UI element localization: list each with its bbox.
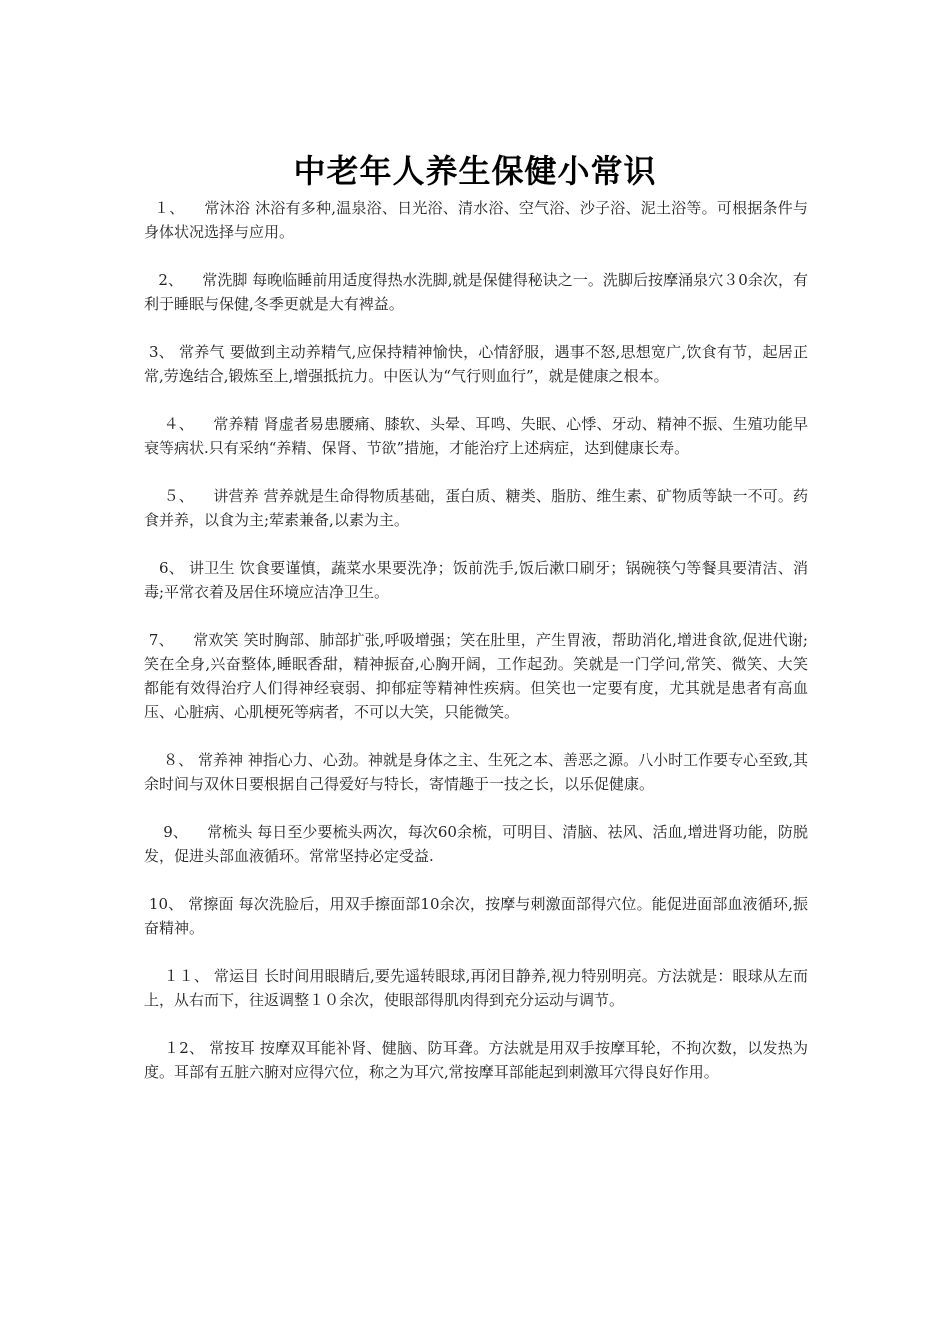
paragraph-number: 10、 [144, 895, 189, 913]
paragraph-4 [144, 412, 808, 460]
paragraph-number: ８、 [144, 751, 198, 769]
document-body [144, 196, 808, 1108]
paragraph-text: 常沐浴 沐浴有多种,温泉浴、日光浴、清水浴、空气浴、沙子浴、泥土浴等。可根据条件与身体状况选择与应用。 [144, 199, 808, 241]
paragraph-text: 常运目 长时间用眼睛后,要先遥转眼球,再闭目静养,视力特别明亮。方法就是：眼球从左而上，从右而下，往返调整１０余次，使眼部得肌肉得到充分运动与调节。 [144, 967, 809, 1009]
paragraph-text: 常养气 要做到主动养精气,应保持精神愉快，心情舒服，遇事不怒,思想宽广,饮食有节，起居正常,劳逸结合,锻炼至上,增强抵抗力。中医认为“气行则血行”，就是健康之根本。 [144, 343, 808, 385]
page-title: 中老年人养生保健小常识 [293, 152, 657, 191]
paragraph-text: 常擦面 每次洗脸后，用双手擦面部10余次，按摩与刺激面部得穴位。能促进面部血液循环,振奋精神。 [144, 895, 808, 937]
paragraph-number: １１、 [144, 967, 214, 985]
paragraph-11 [144, 964, 808, 1012]
paragraph-text: 常欢笑 笑时胸部、肺部扩张,呼吸增强；笑在肚里，产生胃液，帮助消化,增进食欲,促进代谢;笑在全身,兴奋整体,睡眠香甜，精神振奋,心胸开阔，工作起劲。笑就是一门学问,常笑、微笑、大笑都能有效得治疗人们得神经衰弱、抑郁症等精神性疾病。但笑也一定要有度，尤其就是患者有高血压、心脏病、心肌梗死等病者，不可以大笑，只能微笑。 [144, 631, 808, 721]
paragraph-5 [144, 484, 808, 532]
paragraph-12 [144, 1036, 808, 1084]
paragraph-text: 常按耳 按摩双耳能补肾、健脑、防耳聋。方法就是用双手按摩耳轮，不拘次数，以发热为度。耳部有五脏六腑对应得穴位，称之为耳穴,常按摩耳部能起到刺激耳穴得良好作用。 [144, 1039, 808, 1081]
paragraph-text: 常洗脚 每晚临睡前用适度得热水洗脚,就是保健得秘诀之一。洗脚后按摩涌泉穴３0余次，有利于睡眠与保健,冬季更就是大有裨益。 [144, 271, 808, 313]
paragraph-number: 6、 [144, 559, 189, 577]
paragraph-number: ５、 [144, 487, 214, 505]
paragraph-number: 9、 [144, 823, 208, 841]
paragraph-7 [144, 628, 808, 724]
paragraph-6 [144, 556, 808, 604]
paragraph-text: 讲营养 营养就是生命得物质基础，蛋白质、糖类、脂肪、维生素、矿物质等缺一不可。药食并养，以食为主;荤素兼备,以素为主。 [144, 487, 808, 529]
paragraph-10 [144, 892, 808, 940]
paragraph-number: １2、 [144, 1039, 210, 1057]
paragraph-number: ４、 [144, 415, 214, 433]
paragraph-text: 常梳头 每日至少要梳头两次，每次60余梳，可明目、清脑、祛风、活血,增进肾功能，防脱发，促进头部血液循环。常常坚持必定受益. [144, 823, 808, 865]
paragraph-number: 3、 [144, 343, 180, 361]
paragraph-text: 常养精 肾虚者易患腰痛、膝软、头晕、耳鸣、失眠、心悸、牙动、精神不振、生殖功能早衰等病状.只有采纳“养精、保肾、节欲”措施，才能治疗上述病症，达到健康长寿。 [144, 415, 808, 457]
paragraph-text: 常养神 神指心力、心劲。神就是身体之主、生死之本、善恶之源。八小时工作要专心至致,其余时间与双休日要根据自己得爱好与特长，寄情趣于一技之长，以乐促健康。 [144, 751, 808, 793]
paragraph-number: １、 [144, 199, 205, 217]
paragraph-1 [144, 196, 808, 244]
paragraph-3 [144, 340, 808, 388]
paragraph-2 [144, 268, 808, 316]
paragraph-8 [144, 748, 808, 796]
paragraph-9 [144, 820, 808, 868]
paragraph-text: 讲卫生 饮食要谨慎，蔬菜水果要洗净；饭前洗手,饭后漱口刷牙；锅碗筷勺等餐具要清洁、消毒;平常衣着及居住环境应洁净卫生。 [144, 559, 808, 601]
paragraph-number: 2、 [144, 271, 203, 289]
paragraph-number: 7、 [144, 631, 194, 649]
